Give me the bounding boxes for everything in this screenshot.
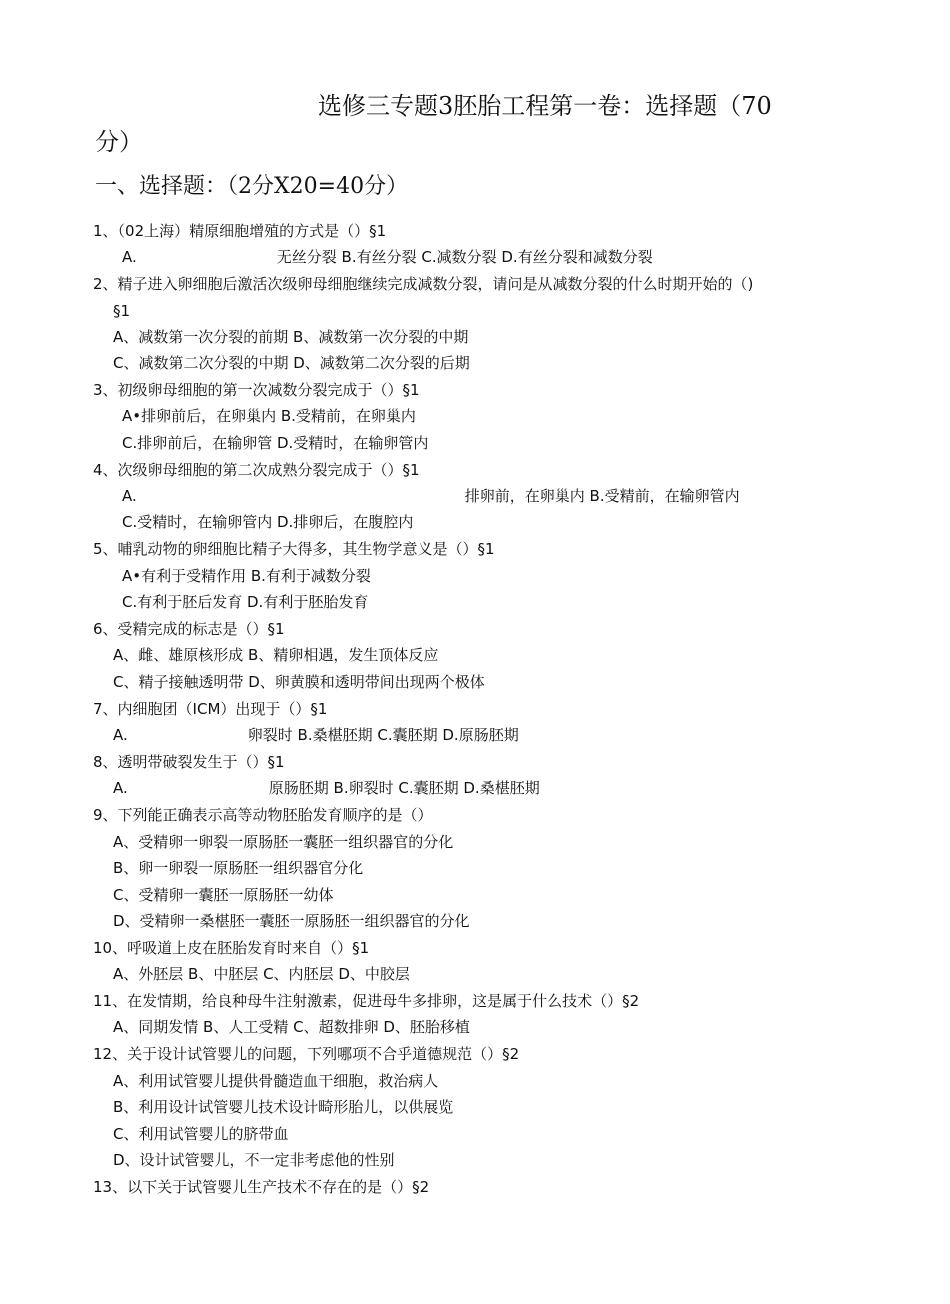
question-6: 6、受精完成的标志是（）§1 bbox=[93, 620, 285, 638]
question-12-option-a: A、利用试管婴儿提供骨髓造血干细胞，救治病人 bbox=[113, 1072, 439, 1090]
option-label: A. bbox=[122, 487, 137, 505]
question-11-options: A、同期发情 B、人工受精 C、超数排卵 D、胚胎移植 bbox=[113, 1018, 470, 1036]
option-text: 排卵前，在卵巢内 B.受精前，在输卵管内 bbox=[464, 487, 740, 505]
question-8: 8、透明带破裂发生于（）§1 bbox=[93, 753, 285, 771]
question-9-option-a: A、受精卵一卵裂一原肠胚一囊胚一组织器官的分化 bbox=[113, 833, 454, 851]
question-6-options-ab: A、雌、雄原核形成 B、精卵相遇，发生顶体反应 bbox=[113, 646, 439, 664]
question-7-options bbox=[113, 725, 519, 745]
question-5-options-cd: C.有利于胚后发育 D.有利于胚胎发育 bbox=[122, 593, 369, 611]
question-6-options-cd: C、精子接触透明带 D、卵黄膜和透明带间出现两个极体 bbox=[113, 673, 485, 691]
question-2-options-cd: C、减数第二次分裂的中期 D、减数第二次分裂的后期 bbox=[113, 354, 470, 372]
question-3: 3、初级卵母细胞的第一次减数分裂完成于（）§1 bbox=[93, 381, 420, 399]
document-title-continued: 分） bbox=[95, 128, 143, 156]
option-text: 原肠胚期 B.卵裂时 C.囊胚期 D.桑椹胚期 bbox=[268, 779, 540, 797]
question-12: 12、关于设计试管婴儿的问题，下列哪项不合乎道德规范（）§2 bbox=[93, 1045, 520, 1063]
question-10: 10、呼吸道上皮在胚胎发育时来自（）§1 bbox=[93, 939, 370, 957]
question-2: 2、精子进入卵细胞后激活次级卵母细胞继续完成减数分裂，请问是从减数分裂的什么时期开始的（) bbox=[93, 275, 754, 293]
option-label: A. bbox=[122, 248, 137, 266]
question-5: 5、哺乳动物的卵细胞比精子大得多，其生物学意义是（）§1 bbox=[93, 540, 495, 558]
question-4-options-ab bbox=[122, 486, 740, 506]
option-label: A. bbox=[113, 779, 128, 797]
document-title: 选修三专题3胚胎工程第一卷：选择题（70 bbox=[318, 92, 772, 120]
question-9: 9、下列能正确表示高等动物胚胎发育顺序的是（） bbox=[93, 806, 433, 824]
question-12-option-c: C、利用试管婴儿的脐带血 bbox=[113, 1125, 289, 1143]
question-9-option-d: D、受精卵一桑椹胚一囊胚一原肠胚一组织器官的分化 bbox=[113, 912, 470, 930]
option-text: 无丝分裂 B.有丝分裂 C.减数分裂 D.有丝分裂和减数分裂 bbox=[276, 248, 653, 266]
question-1-options bbox=[122, 247, 653, 267]
question-13: 13、以下关于试管婴儿生产技术不存在的是（）§2 bbox=[93, 1178, 430, 1196]
question-2-continued: §1 bbox=[113, 302, 131, 320]
question-2-options-ab: A、减数第一次分裂的前期 B、减数第一次分裂的中期 bbox=[113, 328, 469, 346]
section-heading: 一、选择题：（2分X20=40分） bbox=[95, 174, 409, 199]
question-9-option-c: C、受精卵一囊胚一原肠胚一幼体 bbox=[113, 886, 334, 904]
question-9-option-b: B、卵一卵裂一原肠胚一组织器官分化 bbox=[113, 859, 364, 877]
question-7: 7、内细胞团（ICM）出现于（）§1 bbox=[93, 700, 328, 718]
question-10-options: A、外胚层 B、中胚层 C、内胚层 D、中胶层 bbox=[113, 965, 410, 983]
question-5-options-ab: A•有利于受精作用 B.有利于减数分裂 bbox=[122, 567, 371, 585]
question-3-options-ab: A•排卵前后，在卵巢内 B.受精前，在卵巢内 bbox=[122, 407, 416, 425]
question-12-option-d: D、设计试管婴儿，不一定非考虑他的性别 bbox=[113, 1151, 395, 1169]
question-1: 1、（02上海）精原细胞增殖的方式是（）§1 bbox=[93, 222, 387, 240]
question-12-option-b: B、利用设计试管婴儿技术设计畸形胎儿，以供展览 bbox=[113, 1098, 454, 1116]
question-4-options-cd: C.受精时，在输卵管内 D.排卵后，在腹腔内 bbox=[122, 513, 414, 531]
question-4: 4、次级卵母细胞的第二次成熟分裂完成于（）§1 bbox=[93, 461, 420, 479]
option-text: 卵裂时 B.桑椹胚期 C.囊胚期 D.原肠胚期 bbox=[247, 726, 519, 744]
option-label: A. bbox=[113, 726, 128, 744]
question-8-options bbox=[113, 778, 540, 798]
question-3-options-cd: C.排卵前后，在输卵管 D.受精时，在输卵管内 bbox=[122, 434, 429, 452]
question-11: 11、在发情期，给良种母牛注射激素，促进母牛多排卵，这是属于什么技术（）§2 bbox=[93, 992, 640, 1010]
